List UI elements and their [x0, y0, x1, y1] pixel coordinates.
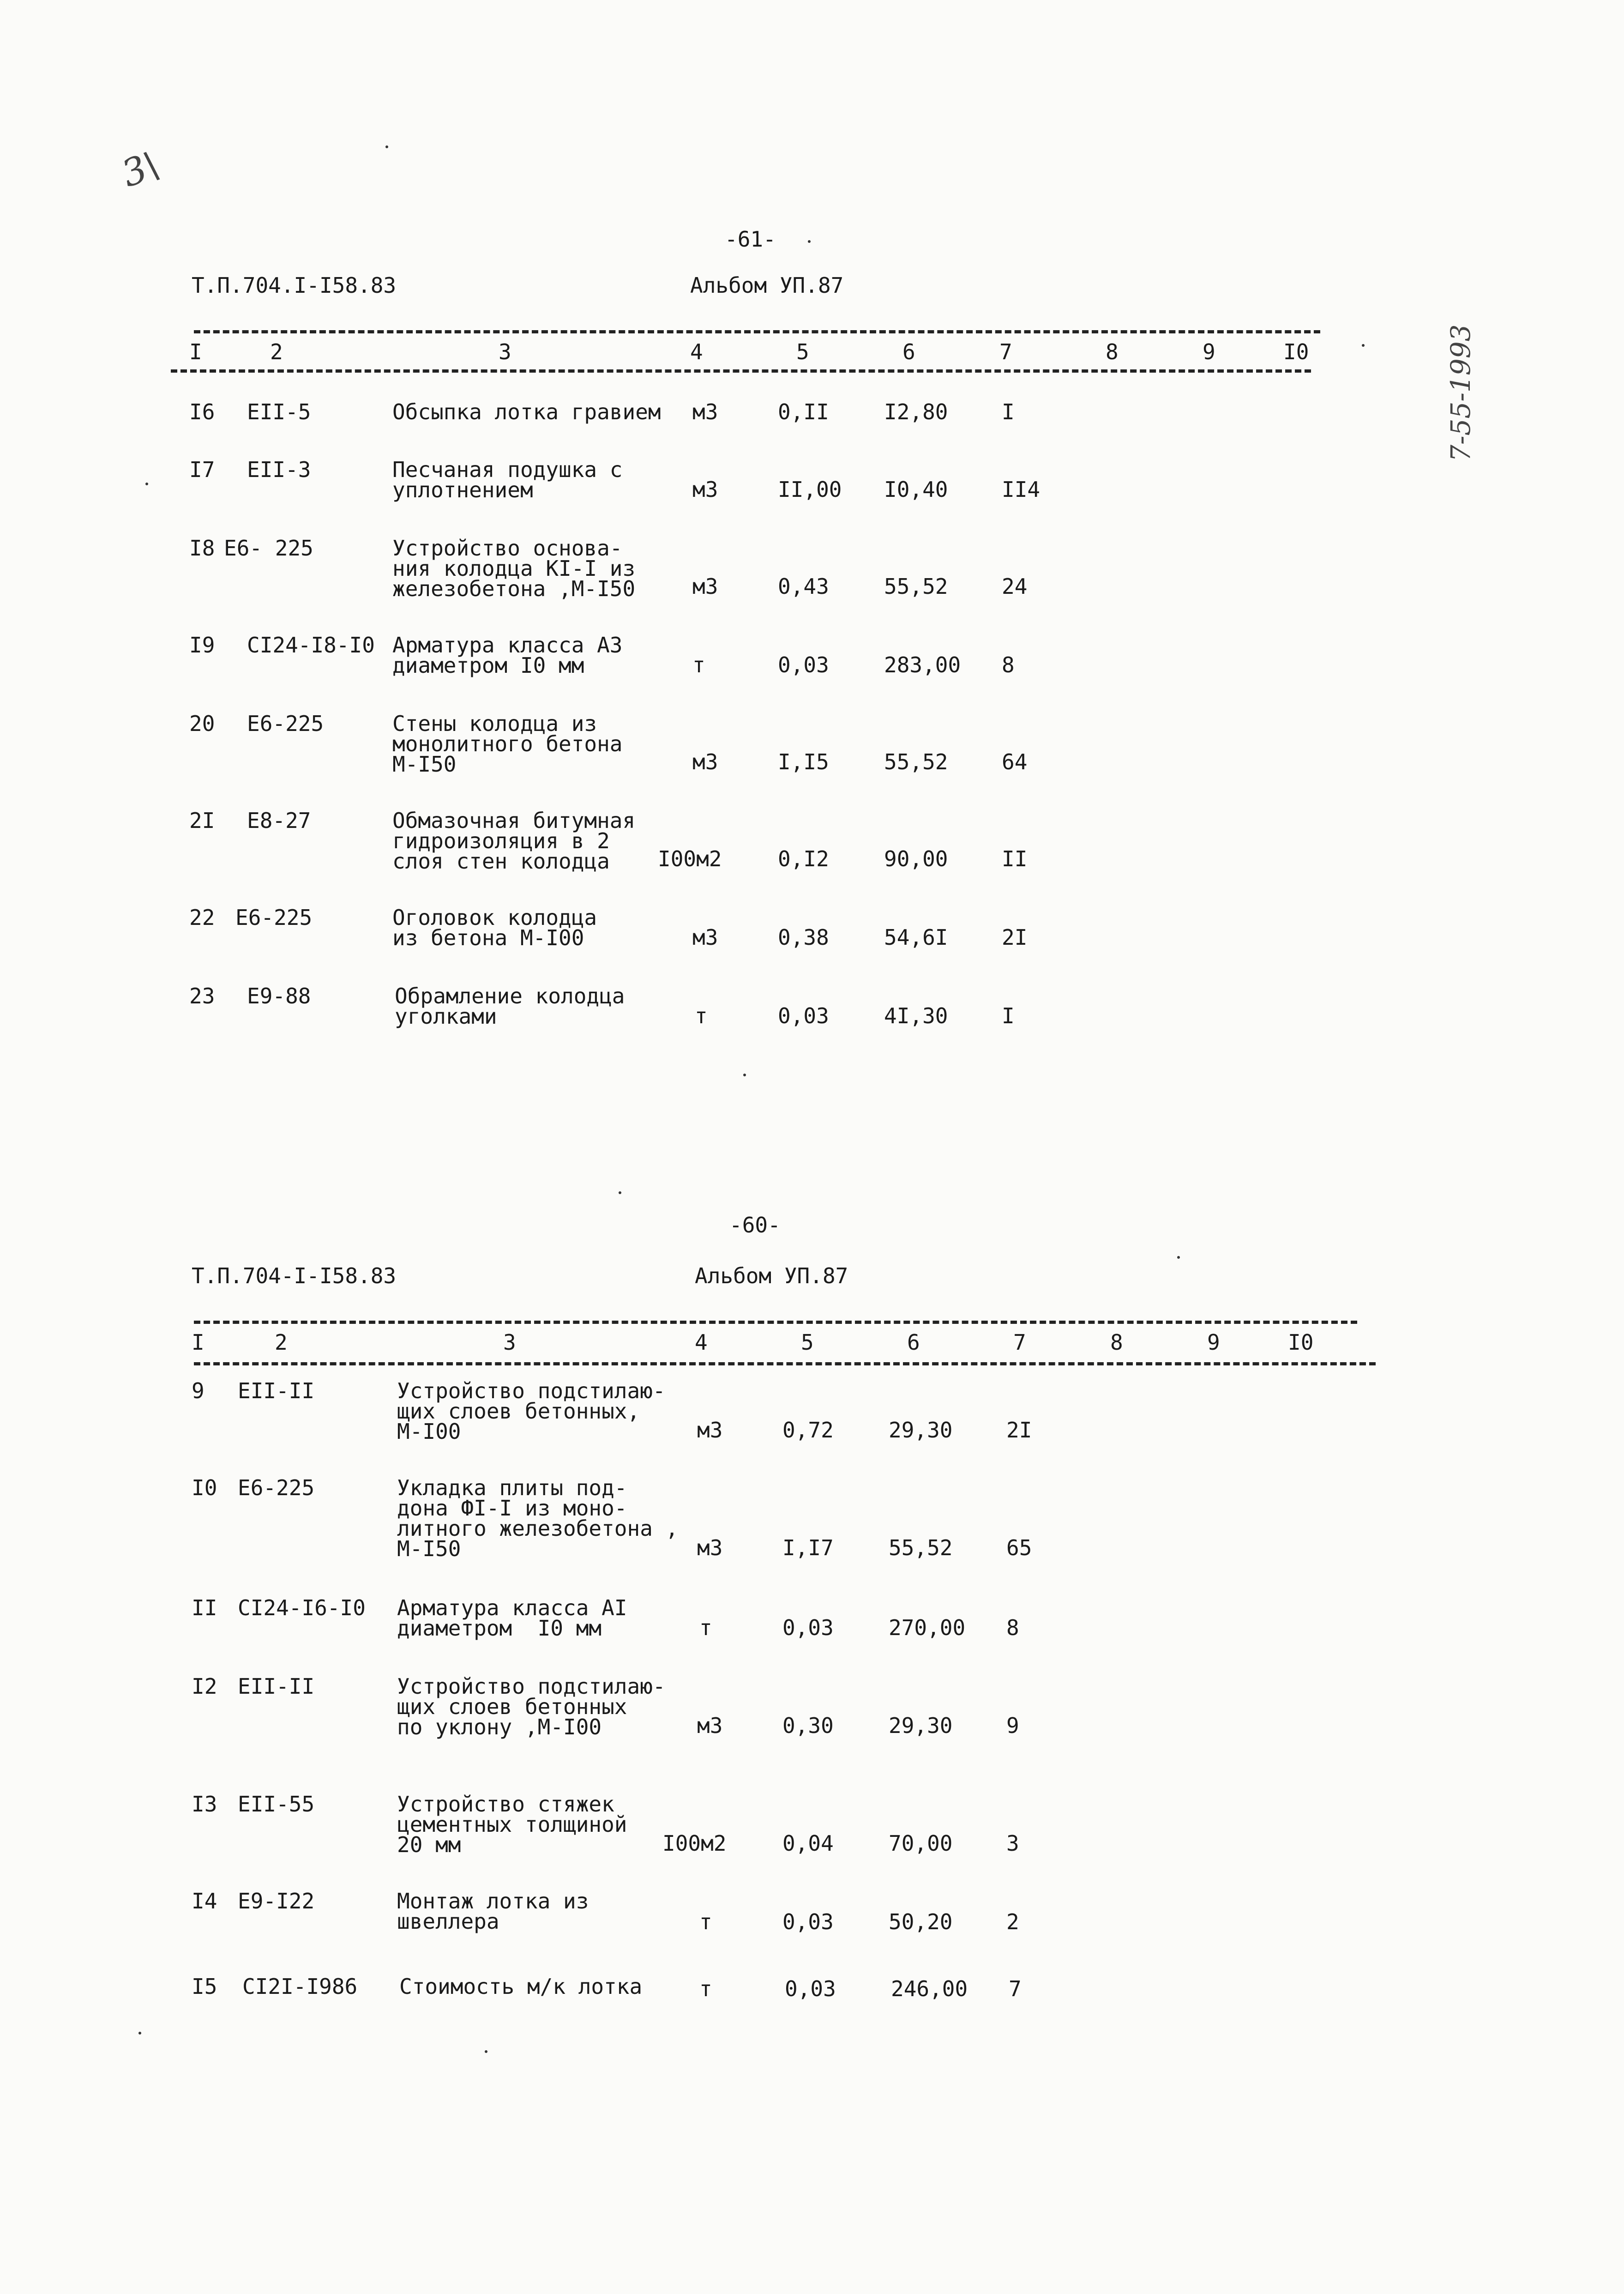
- row-code: E6-225: [247, 711, 324, 736]
- scan-speck: [145, 483, 148, 485]
- col-header-9: 9: [1203, 339, 1215, 364]
- row-unit-price: 270,00: [889, 1615, 966, 1640]
- row-quantity: 0,II: [778, 399, 829, 424]
- row-code: E6-225: [235, 905, 313, 930]
- row-description: Стены колодца из монолитного бетона М-I50: [392, 711, 623, 777]
- row-unit: м3: [692, 925, 718, 950]
- row-description: Устройство основа- ния колодца КI-I из железобетона ,М-I50: [392, 536, 636, 601]
- side-archive-stamp: 7-55-1993: [1445, 324, 1476, 462]
- row-total: 7: [1009, 1976, 1022, 2001]
- row-number: I2: [192, 1674, 217, 1699]
- col-header-1: I: [189, 339, 202, 364]
- row-number: I3: [192, 1792, 217, 1817]
- row-unit: м3: [697, 1418, 723, 1443]
- row-total: 8: [1006, 1615, 1019, 1640]
- col-header-5: 5: [796, 339, 809, 364]
- row-unit-price: 55,52: [889, 1535, 953, 1560]
- col-header-2: 2: [270, 339, 283, 364]
- scan-speck: [743, 1074, 746, 1076]
- doc-code: Т.П.704-I-I58.83: [192, 1263, 397, 1288]
- doc-code: Т.П.704.I-I58.83: [192, 273, 397, 298]
- row-unit: т: [699, 1909, 712, 1934]
- row-code: E9-88: [247, 984, 311, 1008]
- row-total: II: [1002, 846, 1028, 871]
- row-code: EII-55: [238, 1792, 315, 1817]
- col-header-10: I0: [1288, 1330, 1314, 1355]
- row-total: 3: [1006, 1831, 1019, 1856]
- row-number: 22: [189, 905, 215, 930]
- row-total: II4: [1002, 477, 1041, 502]
- col-header-2: 2: [275, 1330, 288, 1355]
- row-number: 20: [189, 711, 215, 736]
- row-quantity: 0,43: [778, 574, 829, 599]
- row-total: 8: [1002, 652, 1015, 677]
- row-description: Арматура класса АI диаметром I0 мм: [397, 1595, 627, 1641]
- row-total: I: [1002, 1003, 1015, 1028]
- col-header-10: I0: [1283, 339, 1309, 364]
- row-unit-price: 283,00: [884, 652, 961, 677]
- col-header-7: 7: [999, 339, 1012, 364]
- row-quantity: II,00: [778, 477, 842, 502]
- row-quantity: 0,38: [778, 925, 829, 950]
- row-number: I8: [189, 536, 215, 561]
- col-header-1: I: [192, 1330, 205, 1355]
- col-header-4: 4: [690, 339, 703, 364]
- row-number: I7: [189, 457, 215, 482]
- row-unit: м3: [697, 1713, 723, 1738]
- scan-speck: [1362, 344, 1365, 347]
- row-description: Устройство подстилаю- щих слоев бетонных, М-I00: [397, 1378, 666, 1444]
- row-total: 64: [1002, 749, 1028, 774]
- col-header-8: 8: [1106, 339, 1119, 364]
- row-total: 2I: [1006, 1418, 1032, 1443]
- scan-speck: [1177, 1256, 1180, 1259]
- row-quantity: 0,03: [782, 1909, 834, 1934]
- header-rule-bottom: [194, 1362, 1376, 1365]
- row-code: CI24-I6-I0: [238, 1595, 366, 1620]
- row-description: Обмазочная битумная гидроизоляция в 2 слоя стен колодца: [392, 808, 636, 874]
- col-header-6: 6: [902, 339, 915, 364]
- col-header-4: 4: [695, 1330, 708, 1355]
- row-number: I9: [189, 633, 215, 658]
- col-header-9: 9: [1207, 1330, 1220, 1355]
- row-unit-price: 50,20: [889, 1909, 953, 1934]
- scan-speck: [485, 2050, 487, 2053]
- row-quantity: 0,03: [782, 1615, 834, 1640]
- row-quantity: 0,04: [782, 1831, 834, 1856]
- row-unit-price: I0,40: [884, 477, 948, 502]
- header-rule-bottom: [171, 369, 1311, 373]
- row-quantity: 0,03: [778, 1003, 829, 1028]
- row-code: EII-II: [238, 1674, 315, 1699]
- row-code: E9-I22: [238, 1889, 315, 1914]
- row-quantity: I,I7: [782, 1535, 834, 1560]
- row-description: Устройство стяжек цементных толщиной 20 мм: [397, 1792, 627, 1857]
- row-description: Обрамление колодца уголками: [395, 984, 625, 1029]
- row-code: CI24-I8-I0: [247, 633, 375, 658]
- album-label: Альбом УП.87: [695, 1263, 848, 1288]
- row-description: Песчаная подушка с уплотнением: [392, 457, 623, 502]
- row-unit: т: [695, 1003, 708, 1028]
- row-description: Оголовок колодца из бетона М-I00: [392, 905, 597, 950]
- col-header-7: 7: [1013, 1330, 1026, 1355]
- page-number: -60-: [729, 1213, 781, 1238]
- album-label: Альбом УП.87: [690, 273, 844, 298]
- row-code: E6-225: [238, 1475, 315, 1500]
- row-unit: м3: [692, 399, 718, 424]
- row-unit-price: 90,00: [884, 846, 948, 871]
- header-rule-top: [194, 1321, 1357, 1324]
- row-quantity: 0,I2: [778, 846, 829, 871]
- scan-speck: [385, 145, 388, 148]
- row-unit: м3: [692, 749, 718, 774]
- row-number: 23: [189, 984, 215, 1008]
- row-total: I: [1002, 399, 1015, 424]
- row-code: E6- 225: [224, 536, 313, 561]
- col-header-5: 5: [801, 1330, 814, 1355]
- row-unit-price: I2,80: [884, 399, 948, 424]
- row-unit: т: [699, 1976, 712, 2001]
- col-header-3: 3: [503, 1330, 516, 1355]
- page-number: -61-: [725, 227, 776, 252]
- row-number: I4: [192, 1889, 217, 1914]
- col-header-3: 3: [499, 339, 511, 364]
- row-code: EII-5: [247, 399, 311, 424]
- row-unit: м3: [692, 574, 718, 599]
- row-number: I5: [192, 1974, 217, 1999]
- header-rule-top: [194, 330, 1320, 333]
- row-total: 2I: [1002, 925, 1028, 950]
- row-unit: м3: [692, 477, 718, 502]
- row-description: Стоимость м/к лотка: [399, 1974, 643, 1999]
- row-quantity: 0,03: [785, 1976, 836, 2001]
- row-code: CI2I-I986: [242, 1974, 358, 1999]
- row-number: II: [192, 1595, 217, 1620]
- scan-speck: [619, 1191, 621, 1194]
- row-unit-price: 4I,30: [884, 1003, 948, 1028]
- row-number: I0: [192, 1475, 217, 1500]
- row-number: 9: [192, 1378, 205, 1403]
- row-description: Арматура класса А3 диаметром I0 мм: [392, 633, 623, 678]
- row-description: Устройство подстилаю- щих слоев бетонных по уклону ,М-I00: [397, 1674, 666, 1739]
- row-unit: I00м2: [662, 1831, 727, 1856]
- scan-speck: [808, 240, 811, 243]
- row-total: 24: [1002, 574, 1028, 599]
- row-unit: т: [692, 652, 705, 677]
- row-quantity: 0,03: [778, 652, 829, 677]
- row-description: Укладка плиты под- дона ФI-I из моно- литного железобетона , М-I50: [397, 1475, 679, 1561]
- row-unit-price: 246,00: [891, 1976, 968, 2001]
- scan-speck: [138, 2032, 141, 2034]
- row-code: EII-3: [247, 457, 311, 482]
- row-unit-price: 54,6I: [884, 925, 948, 950]
- row-number: I6: [189, 399, 215, 424]
- row-unit: I00м2: [658, 846, 722, 871]
- row-unit-price: 29,30: [889, 1418, 953, 1443]
- row-unit-price: 29,30: [889, 1713, 953, 1738]
- row-description: Обсыпка лотка гравием: [392, 399, 661, 424]
- row-description: Монтаж лотка из швеллера: [397, 1889, 589, 1934]
- row-quantity: 0,30: [782, 1713, 834, 1738]
- col-header-8: 8: [1110, 1330, 1123, 1355]
- row-total: 2: [1006, 1909, 1019, 1934]
- row-quantity: 0,72: [782, 1418, 834, 1443]
- row-unit-price: 55,52: [884, 749, 948, 774]
- row-total: 9: [1006, 1713, 1019, 1738]
- col-header-6: 6: [907, 1330, 920, 1355]
- row-total: 65: [1006, 1535, 1032, 1560]
- row-unit-price: 55,52: [884, 574, 948, 599]
- margin-handwritten-note: 3\: [116, 143, 165, 196]
- row-number: 2I: [189, 808, 215, 833]
- row-quantity: I,I5: [778, 749, 829, 774]
- row-unit: м3: [697, 1535, 723, 1560]
- row-unit-price: 70,00: [889, 1831, 953, 1856]
- row-code: EII-II: [238, 1378, 315, 1403]
- row-code: E8-27: [247, 808, 311, 833]
- row-unit: т: [699, 1615, 712, 1640]
